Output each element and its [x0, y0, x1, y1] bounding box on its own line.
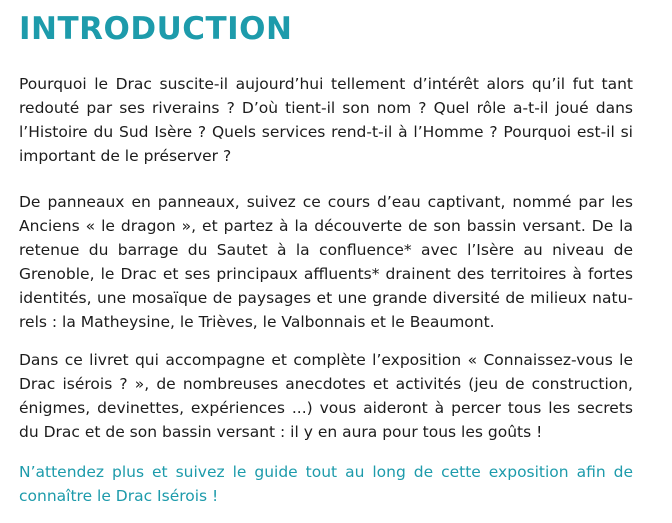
- intro-paragraph-call-to-action: N’attendez plus et suivez le guide tout au long de cette exposition afin de connaître le Drac Isérois !: [19, 463, 633, 505]
- intro-paragraph-booklet: Dans ce livret qui accompagne et complète l’exposition « Connaissez-vous le Drac isérois ? », de nombreuses anecdotes et activités (jeu de construction, énigmes, devinettes, expériences ...) vous aideront à percer tous les secrets du Drac et de son bassin versant : il y en aura pour tous les goûts !: [19, 351, 633, 441]
- page-title: INTRODUCTION: [19, 11, 293, 47]
- intro-paragraph-discovery: De panneaux en panneaux, suivez ce cours d’eau captivant, nommé par les Anciens « le dragon », et partez à la découverte de son bassin versant. De la retenue du barrage du Sautet à la confluence* avec l’Isère au niveau de Grenoble, le Drac et ses principaux affluents* drainent des territoires à fortes identités, une mosaïque de paysages et une grande diversité de milieux natu-rels : la Matheysine, le Trièves, le Valbonnais et le Beaumont.: [19, 193, 633, 331]
- intro-paragraph-questions: Pourquoi le Drac suscite-il aujourd’hui tellement d’intérêt alors qu’il fut tant redouté par ses riverains ? D’où tient-il son nom ? Quel rôle a-t-il joué dans l’Histoire du Sud Isère ? Quels services rend-t-il à l’Homme ? Pourquoi est-il si important de le préserver ?: [19, 75, 633, 165]
